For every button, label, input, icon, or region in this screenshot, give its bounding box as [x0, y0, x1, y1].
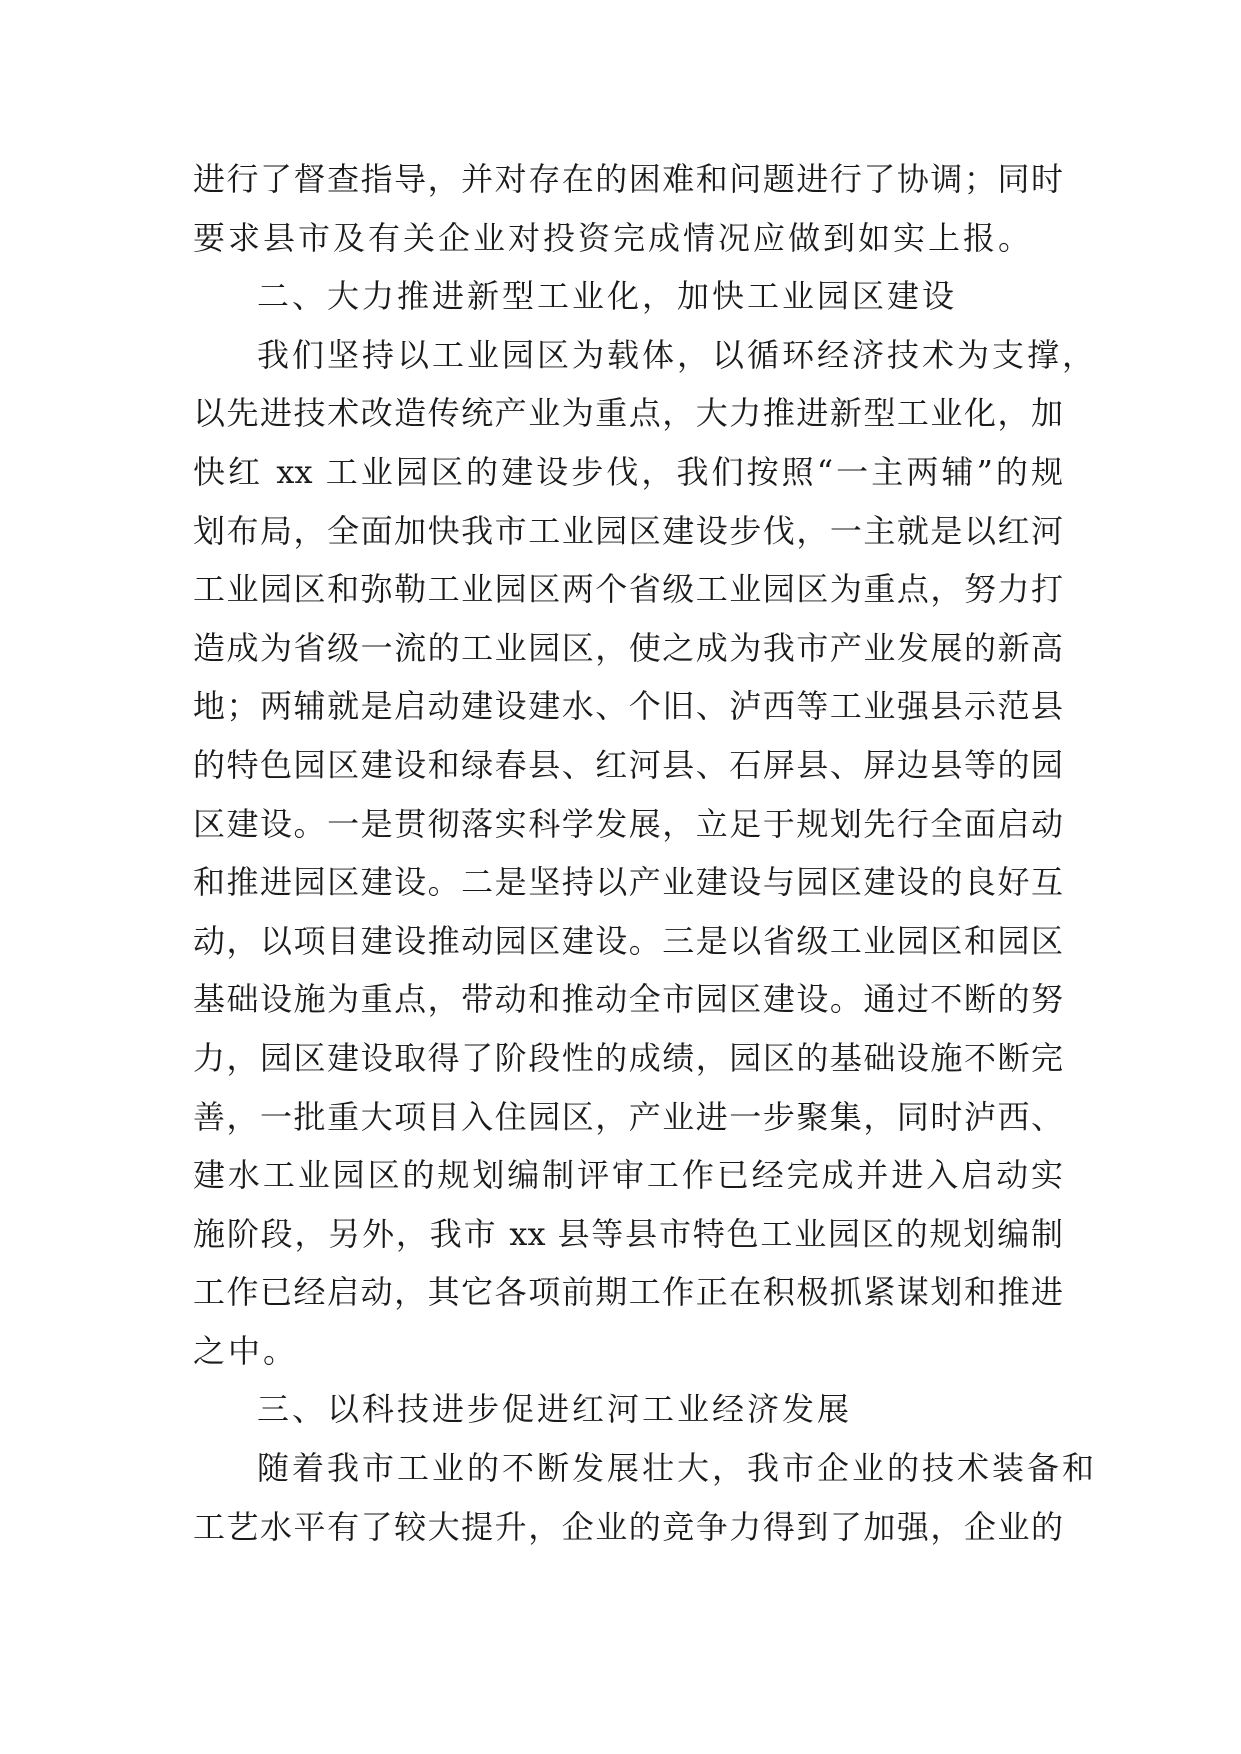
text-line: 随着我市工业的不断发展壮大，我市企业的技术装备和 — [257, 1449, 1098, 1488]
text-line: 快红 xx 工业园区的建设步伐，我们按照“一主两辅”的规 — [193, 452, 1063, 491]
text-line: 工业园区和弥勒工业园区两个省级工业园区为重点，努力打 — [193, 570, 1063, 609]
text-line: 区建设。一是贯彻落实科学发展，立足于规划先行全面启动 — [193, 804, 1063, 843]
text-line: 施阶段，另外，我市 xx 县等县市特色工业园区的规划编制 — [193, 1214, 1063, 1253]
section-heading: 二、大力推进新型工业化，加快工业园区建设 — [257, 277, 958, 316]
text-line: 造成为省级一流的工业园区，使之成为我市产业发展的新高 — [193, 628, 1063, 667]
text-line: 工艺水平有了较大提升，企业的竞争力得到了加强，企业的 — [193, 1507, 1063, 1546]
text-line: 基础设施为重点，带动和推动全市园区建设。通过不断的努 — [193, 980, 1063, 1019]
text-line: 要求县市及有关企业对投资完成情况应做到如实上报。 — [193, 218, 1034, 257]
text-line: 之中。 — [193, 1331, 299, 1370]
text-line: 以先进技术改造传统产业为重点，大力推进新型工业化，加 — [193, 394, 1063, 433]
text-line: 力，园区建设取得了阶段性的成绩，园区的基础设施不断完 — [193, 1038, 1063, 1077]
text-line: 划布局，全面加快我市工业园区建设步伐，一主就是以红河 — [193, 511, 1063, 550]
text-line: 善，一批重大项目入住园区，产业进一步聚集，同时泸西、 — [193, 1097, 1063, 1136]
text-line: 建水工业园区的规划编制评审工作已经完成并进入启动实 — [193, 1156, 1063, 1195]
text-line: 和推进园区建设。二是坚持以产业建设与园区建设的良好互 — [193, 863, 1063, 902]
document-body — [193, 150, 1098, 1556]
text-line: 工作已经启动，其它各项前期工作正在积极抓紧谋划和推进 — [193, 1273, 1063, 1312]
text-line: 我们坚持以工业园区为载体，以循环经济技术为支撑， — [257, 335, 1098, 374]
text-line: 动，以项目建设推动园区建设。三是以省级工业园区和园区 — [193, 921, 1063, 960]
section-heading: 三、以科技进步促进红河工业经济发展 — [257, 1390, 853, 1429]
text-line: 进行了督查指导，并对存在的困难和问题进行了协调；同时 — [193, 160, 1063, 198]
text-line: 的特色园区建设和绿春县、红河县、石屏县、屏边县等的园 — [193, 745, 1063, 784]
text-line: 地；两辅就是启动建设建水、个旧、泸西等工业强县示范县 — [193, 687, 1063, 726]
